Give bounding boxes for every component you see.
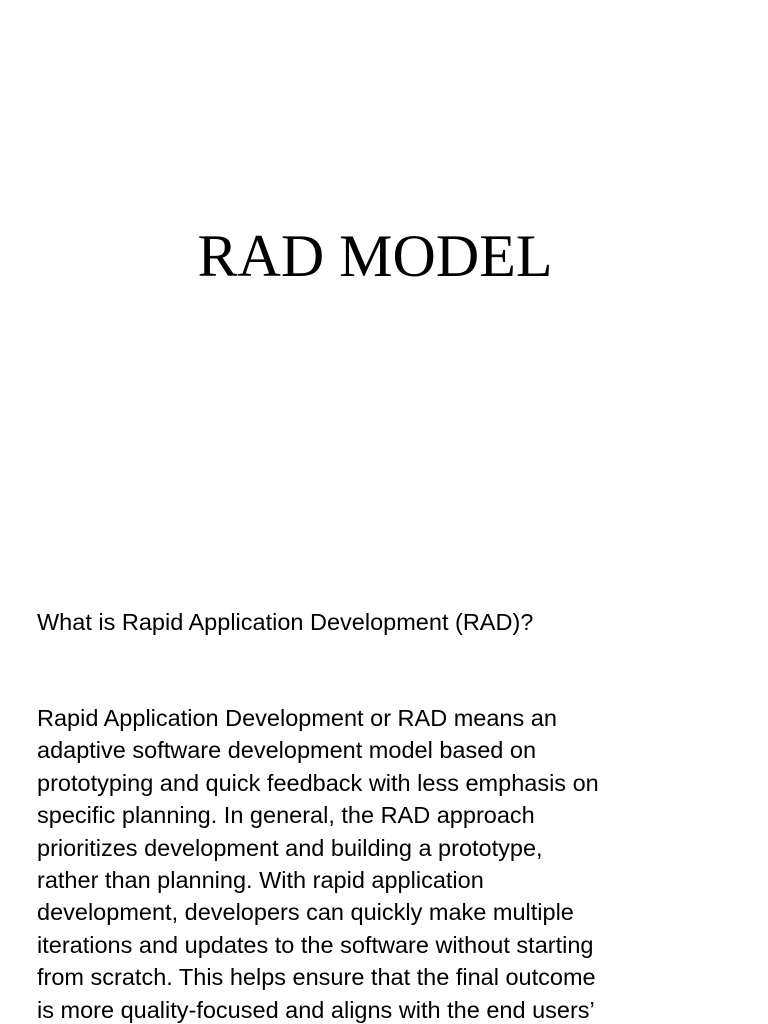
body-line: is more quality-focused and aligns with the end users’ bbox=[37, 996, 595, 1023]
body-line: prototyping and quick feedback with less emphasis on bbox=[37, 769, 599, 796]
body-line: adaptive software development model based on bbox=[37, 737, 537, 764]
body-line: prioritizes development and building a prototype, bbox=[37, 834, 543, 861]
body-line: development, developers can quickly make multiple bbox=[37, 899, 574, 926]
body-line: from scratch. This helps ensure that the final outcome bbox=[37, 964, 596, 991]
content-slide bbox=[0, 575, 768, 1024]
question-heading: What is Rapid Application Development (RAD)? bbox=[37, 609, 534, 635]
body-paragraph bbox=[37, 702, 737, 1024]
body-line: Rapid Application Development or RAD means an bbox=[37, 705, 557, 731]
slide-title: RAD MODEL bbox=[197, 223, 553, 289]
body-line: iterations and updates to the software without starting bbox=[37, 931, 594, 958]
body-line: rather than planning. With rapid application bbox=[37, 867, 484, 894]
body-line: specific planning. In general, the RAD approach bbox=[37, 802, 535, 829]
